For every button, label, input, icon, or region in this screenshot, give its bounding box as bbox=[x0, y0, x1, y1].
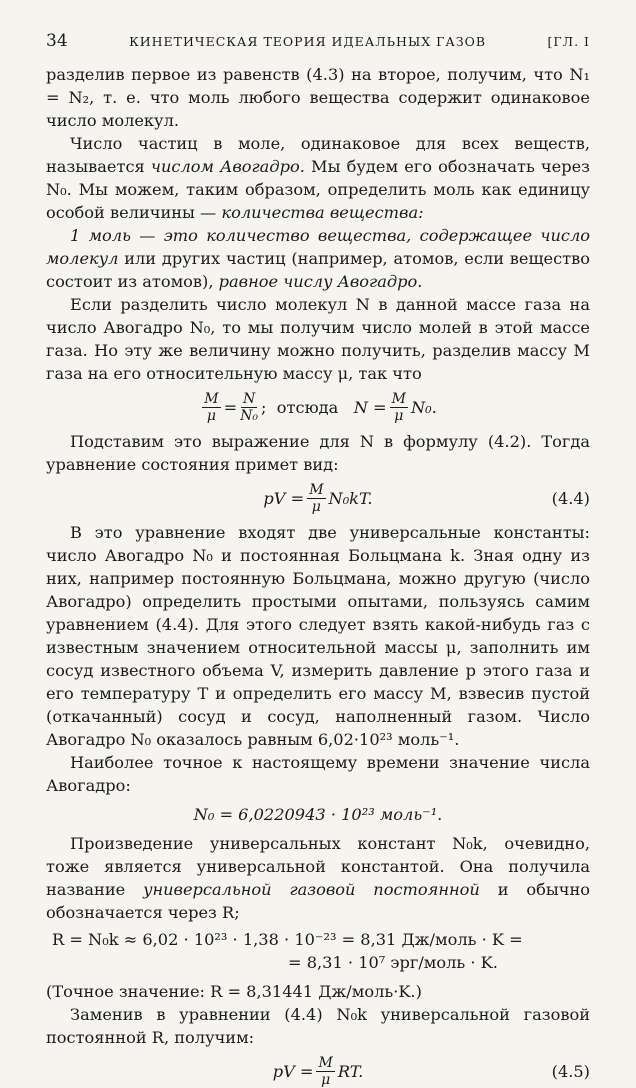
equation-number-4-4: (4.4) bbox=[551, 489, 590, 508]
f2-frac-den: μ bbox=[311, 499, 321, 515]
f5-fraction bbox=[316, 1055, 334, 1088]
f5-rhs: RT. bbox=[337, 1062, 364, 1081]
formula-lhs: N = bbox=[353, 398, 387, 417]
formula-r bbox=[52, 928, 590, 974]
equation-number-4-5: (4.5) bbox=[551, 1062, 590, 1081]
r-line-1: R = N₀k ≈ 6,02 · 10²³ · 1,38 · 10⁻²³ = 8,31 Дж/моль · K = bbox=[52, 930, 523, 949]
paragraph-9: Заменив в уравнении (4.4) N₀k универсальной газовой постоянной R, получим: bbox=[46, 1005, 590, 1047]
fraction-n-n0 bbox=[240, 391, 258, 424]
p2-italic: числом Авогадро. bbox=[150, 157, 305, 176]
formula-1: $\frac{M}{\mu}$ = $\frac{N}{\text{N₀}}$ ; отсюда N = $\frac{M}{\mu}$ N₀. bbox=[204, 391, 437, 424]
frac2-denominator: μ bbox=[394, 408, 404, 424]
avogadro-value: N₀ = 6,0220943 · 10²³ моль⁻¹. bbox=[193, 805, 443, 824]
paragraph-6: Наиболее точное к настоящему времени значение числа Авогадро: bbox=[46, 753, 590, 795]
p2-text: Число частиц в моле, одинаковое для всех веществ, называется bbox=[46, 134, 590, 176]
f5-frac-num: M bbox=[318, 1055, 333, 1071]
formula-rhs: N₀. bbox=[410, 398, 437, 417]
formula-avogadro bbox=[46, 803, 590, 826]
frac-numerator-m: M bbox=[204, 391, 219, 407]
formula-word: отсюда bbox=[276, 398, 339, 417]
f2-rhs: N₀kT. bbox=[328, 489, 373, 508]
p7-text: Произведение универсальных констант N₀k, очевидно, тоже является универсальной константой. Она получила название bbox=[46, 834, 590, 899]
definition-rest: или других частиц (например, атомов, если вещество состоит из атомов), bbox=[46, 249, 590, 291]
formula-4-5 bbox=[46, 1055, 590, 1088]
f2-frac-num: M bbox=[309, 482, 324, 498]
fraction-m-mu-2 bbox=[390, 391, 408, 424]
paragraph-5: В это уравнение входят две универсальные константы: число Авогадро N₀ и постоянная Больцмана k. Зная одну из них, например постоянную Больцмана, можно другую (число Авогадро) определить простыми опытами, пользуясь самим уравнением (4.4). Для этого следует взять какой-нибудь газ с известным значением относительной массы μ, заполнить им сосуд известного объема V, измерить давление p этого газа и его температуру T и определить его массу M, взвесив пустой (откачанный) сосуд и сосуд, наполненный газом. Число Авогадро N₀ оказалось равным 6,02·10²³ моль⁻¹. bbox=[46, 523, 590, 749]
page-header bbox=[46, 30, 590, 53]
frac-denominator-n0: N₀ bbox=[240, 408, 259, 424]
paragraph-2 bbox=[46, 132, 590, 224]
p7-rest: и обычно обозначается через R; bbox=[46, 880, 590, 922]
chapter-label: [ГЛ. I bbox=[547, 34, 590, 49]
r-line-2: = 8,31 · 10⁷ эрг/моль · K. bbox=[288, 953, 498, 972]
definition-italic-2: равное числу Авогадро. bbox=[218, 272, 423, 291]
f2-fraction bbox=[307, 482, 325, 515]
paragraph-7 bbox=[46, 832, 590, 924]
f2-lhs: pV = bbox=[263, 489, 305, 508]
p7-italic: универсальной газовой постоянной bbox=[143, 880, 480, 899]
definition-italic: 1 моль — это количество вещества, содержащее число молекул bbox=[46, 226, 590, 268]
formula-4-4 bbox=[46, 482, 590, 515]
definition-paragraph bbox=[46, 224, 590, 293]
running-title: КИНЕТИЧЕСКАЯ ТЕОРИЯ ИДЕАЛЬНЫХ ГАЗОВ bbox=[129, 34, 487, 49]
page-number: 34 bbox=[46, 31, 68, 51]
paragraph-3: Если разделить число молекул N в данной массе газа на число Авогадро N₀, то мы получим число молей в этой массе газа. Но эту же величину можно получить, разделив массу M газа на его относительную массу μ, так что bbox=[46, 295, 590, 383]
f5-lhs: pV = bbox=[272, 1062, 314, 1081]
p2-rest: Мы будем его обозначать через N₀. Мы можем, таким образом, определить моль как единицу особой величины — bbox=[46, 157, 590, 222]
p2-italic-2: количества вещества: bbox=[221, 203, 424, 222]
fraction-m-mu bbox=[202, 391, 220, 424]
f5-frac-den: μ bbox=[321, 1072, 331, 1088]
frac-denominator-mu: μ bbox=[206, 408, 216, 424]
paragraph-8: (Точное значение: R = 8,31441 Дж/моль·K.) bbox=[46, 982, 422, 1001]
frac-numerator-n: N bbox=[242, 391, 256, 407]
paragraph-4: Подставим это выражение для N в формулу (4.2). Тогда уравнение состояния примет вид: bbox=[46, 432, 590, 474]
paragraph-1: разделив первое из равенств (4.3) на второе, получим, что N₁ = N₂, т. е. что моль любого вещества содержит одинаковое число молекул. bbox=[46, 65, 590, 130]
frac2-numerator: M bbox=[391, 391, 406, 407]
